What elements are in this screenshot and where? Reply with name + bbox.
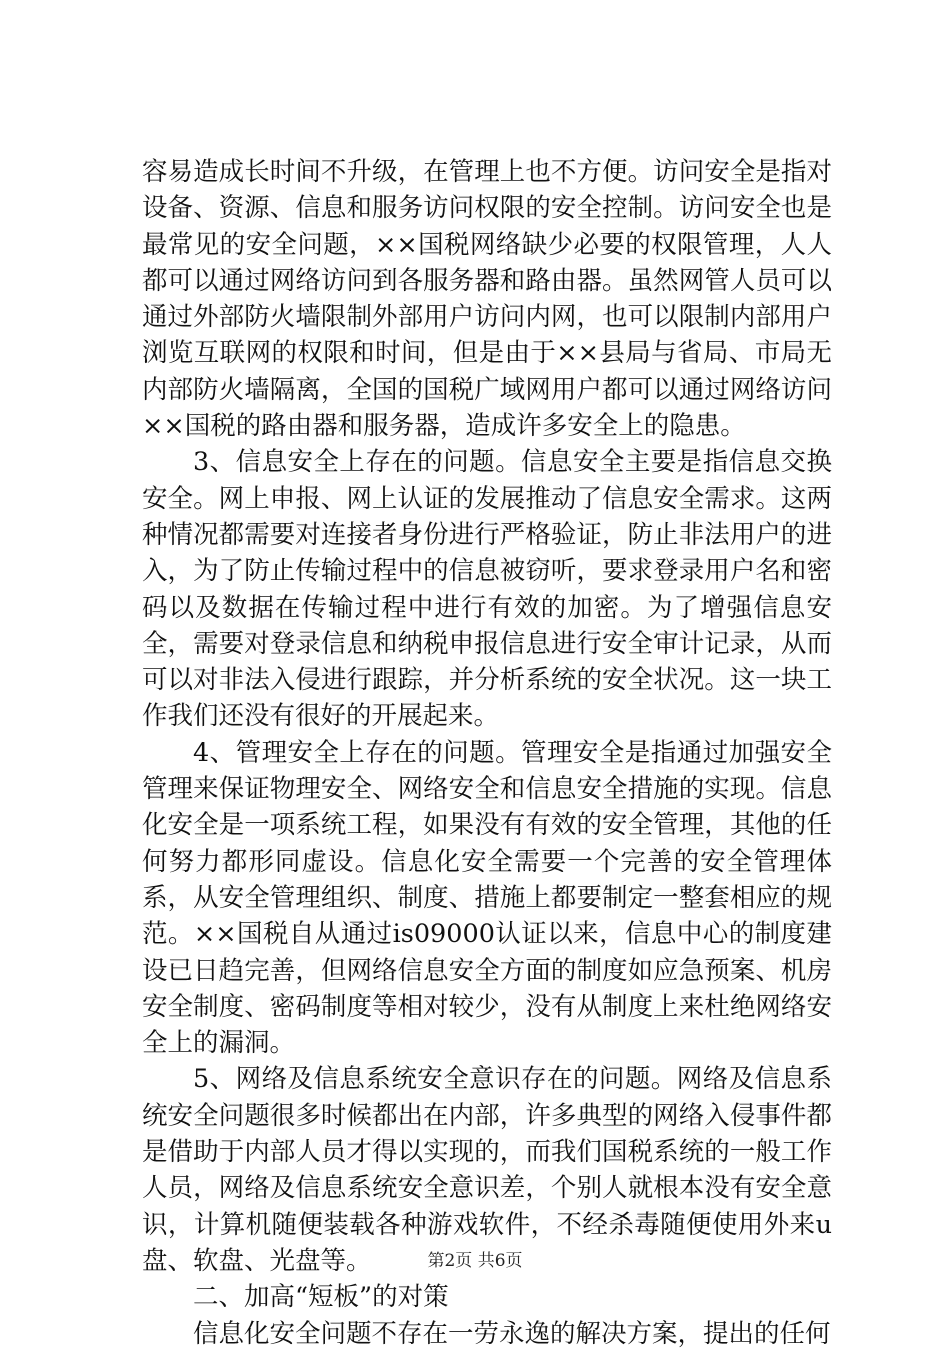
paragraph-5-security-awareness: 5、网络及信息系统安全意识存在的问题。网络及信息系统安全问题很多时候都出在内部，许多典型的网络入侵事件都是借助于内部人员才得以实现的，而我们国税系统的一般工作人员，网络及信息系统安全意识差，个别人就根本没有安全意识，计算机随便装载各种游戏软件，不经杀毒随便使用外来u盘、软盘、光盘等。: [142, 1064, 832, 1276]
document-body: [142, 154, 832, 1352]
paragraph-countermeasures-intro: 信息化安全问题不存在一劳永逸的解决方案，提出的任何: [193, 1318, 831, 1349]
section-heading-countermeasures: 二、加高“短板”的对策: [193, 1282, 449, 1313]
paragraph-4-management-security: 4、管理安全上存在的问题。管理安全是指通过加强安全管理来保证物理安全、网络安全和信息安全措施的实现。信息化安全是一项系统工程，如果没有有效的安全管理，其他的任何努力都形同虚设。信息化安全需要一个完善的安全管理体系，从安全管理组织、制度、措施上都要制定一整套相应的规范。××国税自从通过is09000认证以来，信息中心的制度建设已日趋完善，但网络信息安全方面的制度如应急预案、机房安全制度、密码制度等相对较少，没有从制度上来杜绝网络安全上的漏洞。: [142, 737, 832, 1059]
paragraph-continued: 容易造成长时间不升级，在管理上也不方便。访问安全是指对设备、资源、信息和服务访问权限的安全控制。访问安全也是最常见的安全问题，××国税网络缺少必要的权限管理，人人都可以通过网络访问到各服务器和路由器。虽然网管人员可以通过外部防火墙限制外部用户访问内网，也可以限制内部用户浏览互联网的权限和时间，但是由于××县局与省局、市局无内部防火墙隔离，全国的国税广域网用户都可以通过网络访问××国税的路由器和服务器，造成许多安全上的隐患。: [142, 157, 832, 442]
page-footer: 第2页 共6页: [427, 1251, 523, 1271]
paragraph-3-information-security: 3、信息安全上存在的问题。信息安全主要是指信息交换安全。网上申报、网上认证的发展推动了信息安全需求。这两种情况都需要对连接者身份进行严格验证，防止非法用户的进入，为了防止传输过程中的信息被窃听，要求登录用户名和密码以及数据在传输过程中进行有效的加密。为了增强信息安全，需要对登录信息和纳税申报信息进行安全审计记录，从而可以对非法入侵进行跟踪，并分析系统的安全状况。这一块工作我们还没有很好的开展起来。: [142, 447, 832, 732]
